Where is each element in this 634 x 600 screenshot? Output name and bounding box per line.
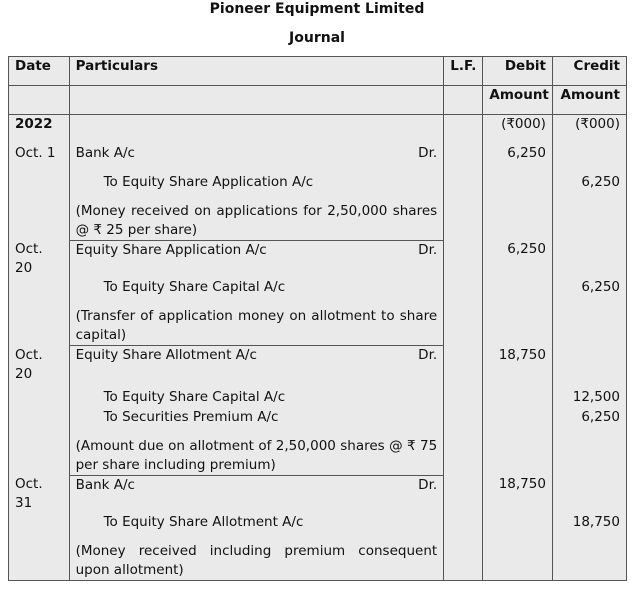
credit-account: To Equity Share Capital A/c [69,278,444,307]
journal-entry-row [9,475,627,513]
year-cell: 2022 [9,115,70,144]
credit-amount: 6,250 [552,278,626,307]
header-row [9,57,627,86]
document-title: Journal [289,30,345,46]
journal-entry-row [9,240,627,278]
credit-account: To Equity Share Capital A/c [69,384,444,408]
header-credit: Credit [552,57,626,86]
journal-credit-row [9,173,627,202]
journal-credit-row [9,513,627,542]
header-debit: Debit [483,57,553,86]
credit-amount: 12,500 [552,384,626,408]
debit-account: Bank A/c Dr. [69,475,444,513]
header-credit-amount: Amount [552,86,626,115]
debit-amount: 18,750 [483,346,553,384]
narration-row [9,307,627,346]
header-date: Date [9,57,70,86]
narration: (Amount due on allotment of 2,50,000 shares @ ₹ 75 per share including premium) [69,437,444,476]
dr-label: Dr. [418,476,438,493]
header-lf: L.F. [444,57,483,86]
dr-label: Dr. [418,347,438,363]
credit-amount: 6,250 [552,408,626,437]
debit-unit: (₹000) [483,115,553,144]
year-row [9,115,627,144]
header-subrow [9,86,627,115]
debit-amount: 6,250 [483,240,553,278]
company-name: Pioneer Equipment Limited [209,1,425,17]
credit-unit: (₹000) [552,115,626,144]
debit-amount: 18,750 [483,475,553,513]
journal-entry-row [9,144,627,173]
credit-account: To Equity Share Application A/c [69,173,444,202]
entry-date: Oct. 20 [9,240,70,278]
journal-credit-row [9,384,627,408]
journal-credit-row [9,278,627,307]
debit-account: Equity Share Application A/c Dr. [69,240,444,278]
credit-account: To Equity Share Allotment A/c [69,513,444,542]
entry-date: Oct. 20 [9,346,70,384]
credit-amount: 6,250 [552,173,626,202]
dr-label: Dr. [418,241,438,258]
narration-row [9,437,627,476]
header-particulars: Particulars [69,57,444,86]
debit-amount: 6,250 [483,144,553,173]
debit-account: Bank A/c Dr. [69,144,444,173]
debit-account: Equity Share Allotment A/c Dr. [69,346,444,384]
header-debit-amount: Amount [483,86,553,115]
entry-date: Oct. 1 [9,144,70,173]
journal-credit-row [9,408,627,437]
narration-row [9,542,627,581]
narration: (Money received on applications for 2,50,000 shares @ ₹ 25 per share) [69,202,444,241]
journal-table [8,56,627,581]
credit-amount: 18,750 [552,513,626,542]
journal-entry-row [9,346,627,384]
narration: (Transfer of application money on allotment to share capital) [69,307,444,346]
credit-account: To Securities Premium A/c [69,408,444,437]
entry-date: Oct. 31 [9,475,70,513]
narration-row [9,202,627,241]
dr-label: Dr. [418,144,438,161]
narration: (Money received including premium consequent upon allotment) [69,542,444,581]
